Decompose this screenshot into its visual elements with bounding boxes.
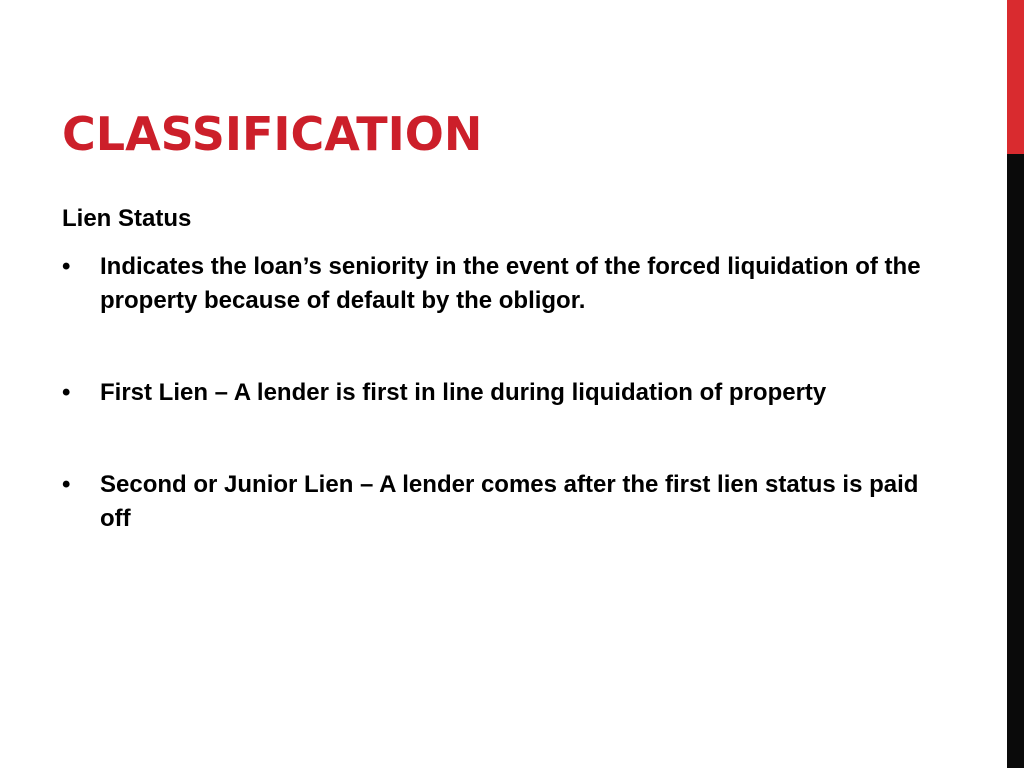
side-accent-dark-segment [1007, 154, 1024, 768]
bullet-item [62, 250, 942, 318]
bullet-icon: • [62, 471, 71, 498]
bullet-list [62, 250, 942, 536]
slide-content [62, 202, 942, 594]
side-accent-bar [1007, 0, 1024, 768]
bullet-icon: • [62, 379, 71, 406]
side-accent-red-segment [1007, 0, 1024, 154]
subheading: Lien Status [62, 205, 192, 232]
slide-title: CLASSIFICATION [62, 107, 483, 161]
bullet-text: First Lien – A lender is first in line during liquidation of property [100, 379, 827, 406]
bullet-text: Second or Junior Lien – A lender comes after the first lien status is paid off [100, 471, 919, 532]
bullet-icon: • [62, 253, 71, 280]
bullet-item [62, 468, 942, 536]
bullet-text: Indicates the loan’s seniority in the event of the forced liquidation of the property because of default by the obligor. [100, 253, 921, 314]
bullet-item [62, 376, 942, 410]
